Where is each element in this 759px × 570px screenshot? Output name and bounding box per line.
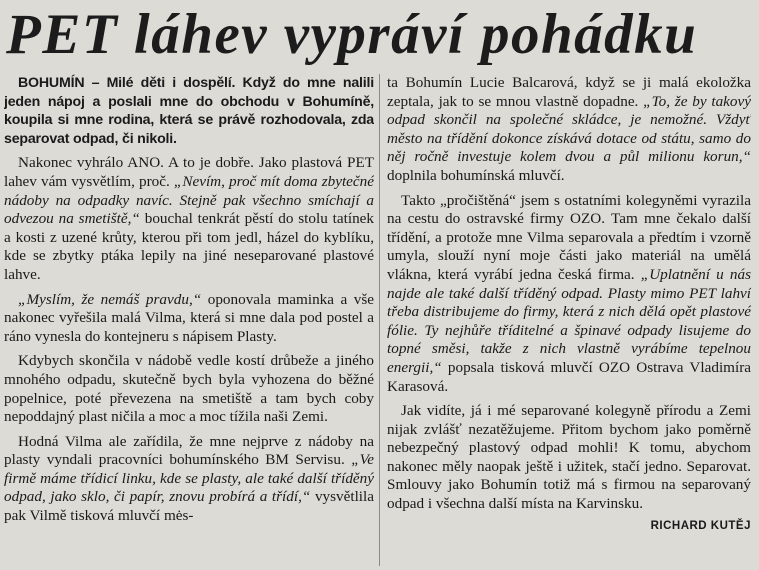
article-column-left	[4, 74, 374, 568]
paragraph	[387, 402, 751, 532]
paragraph	[387, 74, 751, 186]
paragraph-text: popsala tisková mluvčí OZO Ostrava Vladimíra Karasová.	[387, 358, 751, 395]
lead-paragraph	[4, 74, 374, 148]
paragraph-text: oponovala maminka a vše nakonec vyřešila malá Vilma, která si mne dala pod postel a ráno vynesla do kontejneru s nápisem Plasty.	[4, 290, 374, 345]
article-column-right	[387, 74, 751, 568]
quote-text: „Ve firmě máme třídicí linku, kde se plasty, ale také další tříděný odpad, jako sklo, či papír, znovu probírá a třídí,“	[4, 451, 374, 506]
paragraph	[4, 433, 374, 526]
column-divider	[379, 74, 380, 566]
paragraph-text: Hodná Vilma ale zařídila, že mne nejprve z nádoby na plasty vyndali pracovníci bohumínského BM Servisu.	[4, 432, 374, 469]
paragraph-text: vysvětlila pak Vilmě tisková mluvčí mės-	[4, 488, 374, 525]
paragraph	[4, 352, 374, 426]
paragraph	[4, 291, 374, 347]
paragraph-text: Takto „pročištěná“ jsem s ostatními kolegyněmi vyrazila na cestu do ostravské firmy OZO. Tam mne čekalo další třídění, a protože mne Vilma separovala a předtím i vzorně umyla, slouží nyní moje části jako materiál na umělá vlákna, která vyrábí jedna česká firma.	[387, 191, 751, 283]
paragraph-text: Nakonec vyhrálo ANO. A to je dobře. Jako plastová PET lahev vám vysvětlím, proč.	[4, 154, 374, 190]
author-byline: RICHARD KUTĚJ	[650, 519, 751, 532]
quote-text: „Nevím, proč mít doma zbytečné nádoby na odpadky navíc. Stejně pak všechno smíchají a odvezou na smetiště,“	[4, 172, 374, 228]
paragraph-text: Jak vidíte, já i mé separované kolegyně přírodu a Zemi nijak zvlášť nezatěžujeme. Přitom bychom jako poměrně nebezpečný plastový odpad mohli! K tomu, abychom nakonec měly naopak ještě i užitek, stačí jedno. Separovat. Smlouvy jako Bohumín totiž má s firmou na separovaný odpad i všechna další místa na Karvinsku.	[387, 402, 751, 513]
quote-text: „To, že by takový odpad skončil na společné skládce, je nemožné. Vždyť město na třídění dokonce získává dotace od státu, samo do něj ročně investuje kolem dvou a půl milionu korun,“	[387, 92, 751, 166]
quote-text: „Uplatnění u nás najde ale také další tříděný odpad. Plasty mimo PET lahví třeba distribujeme do firmy, která z nich dělá opět plastové fólie. Ty nejhůře tříditelné a špinavé odpady lisujeme do topné směsi, takže z nich vlastně vyrábíme tepelnou energii,“	[387, 265, 751, 376]
paragraph-text: doplnila bohumínská mluvčí.	[387, 166, 565, 184]
lead-text: BOHUMÍN – Milé děti i dospělí. Když do mne nalili jeden nápoj a poslali mne do obchodu v Bohumíně, koupila si mne rodina, která se právě rozhodovala, zda separovat odpad, či nikoli.	[4, 75, 374, 147]
quote-text: „Myslím, že nemáš pravdu,“	[18, 290, 202, 308]
paragraph	[387, 192, 751, 397]
paragraph-text: bouchal tenkrát pěstí do stolu tatínek a kosti z uzené krůty, kterou při tom jedl, házel do kyblíku, kde se zbytky ptáka lepily na jiné neseparované plastové lahve.	[4, 210, 374, 283]
paragraph	[4, 154, 374, 284]
paragraph-text: ta Bohumín Lucie Balcarová, když se ji malá ekoložka zeptala, jak to se mnou vlastně dopadne.	[387, 74, 751, 110]
article-headline: PET láhev vypráví pohádku	[6, 3, 698, 66]
paragraph-text: Kdybych skončila v nádobě vedle kostí drůbeže a jiného mnohého odpadu, skutečně bych byla vyhozena do běžné popelnice, poté převezena na smetiště a tam bych coby nepoddajný plast ničila a moc a moc tížila naši Zemi.	[4, 352, 374, 426]
